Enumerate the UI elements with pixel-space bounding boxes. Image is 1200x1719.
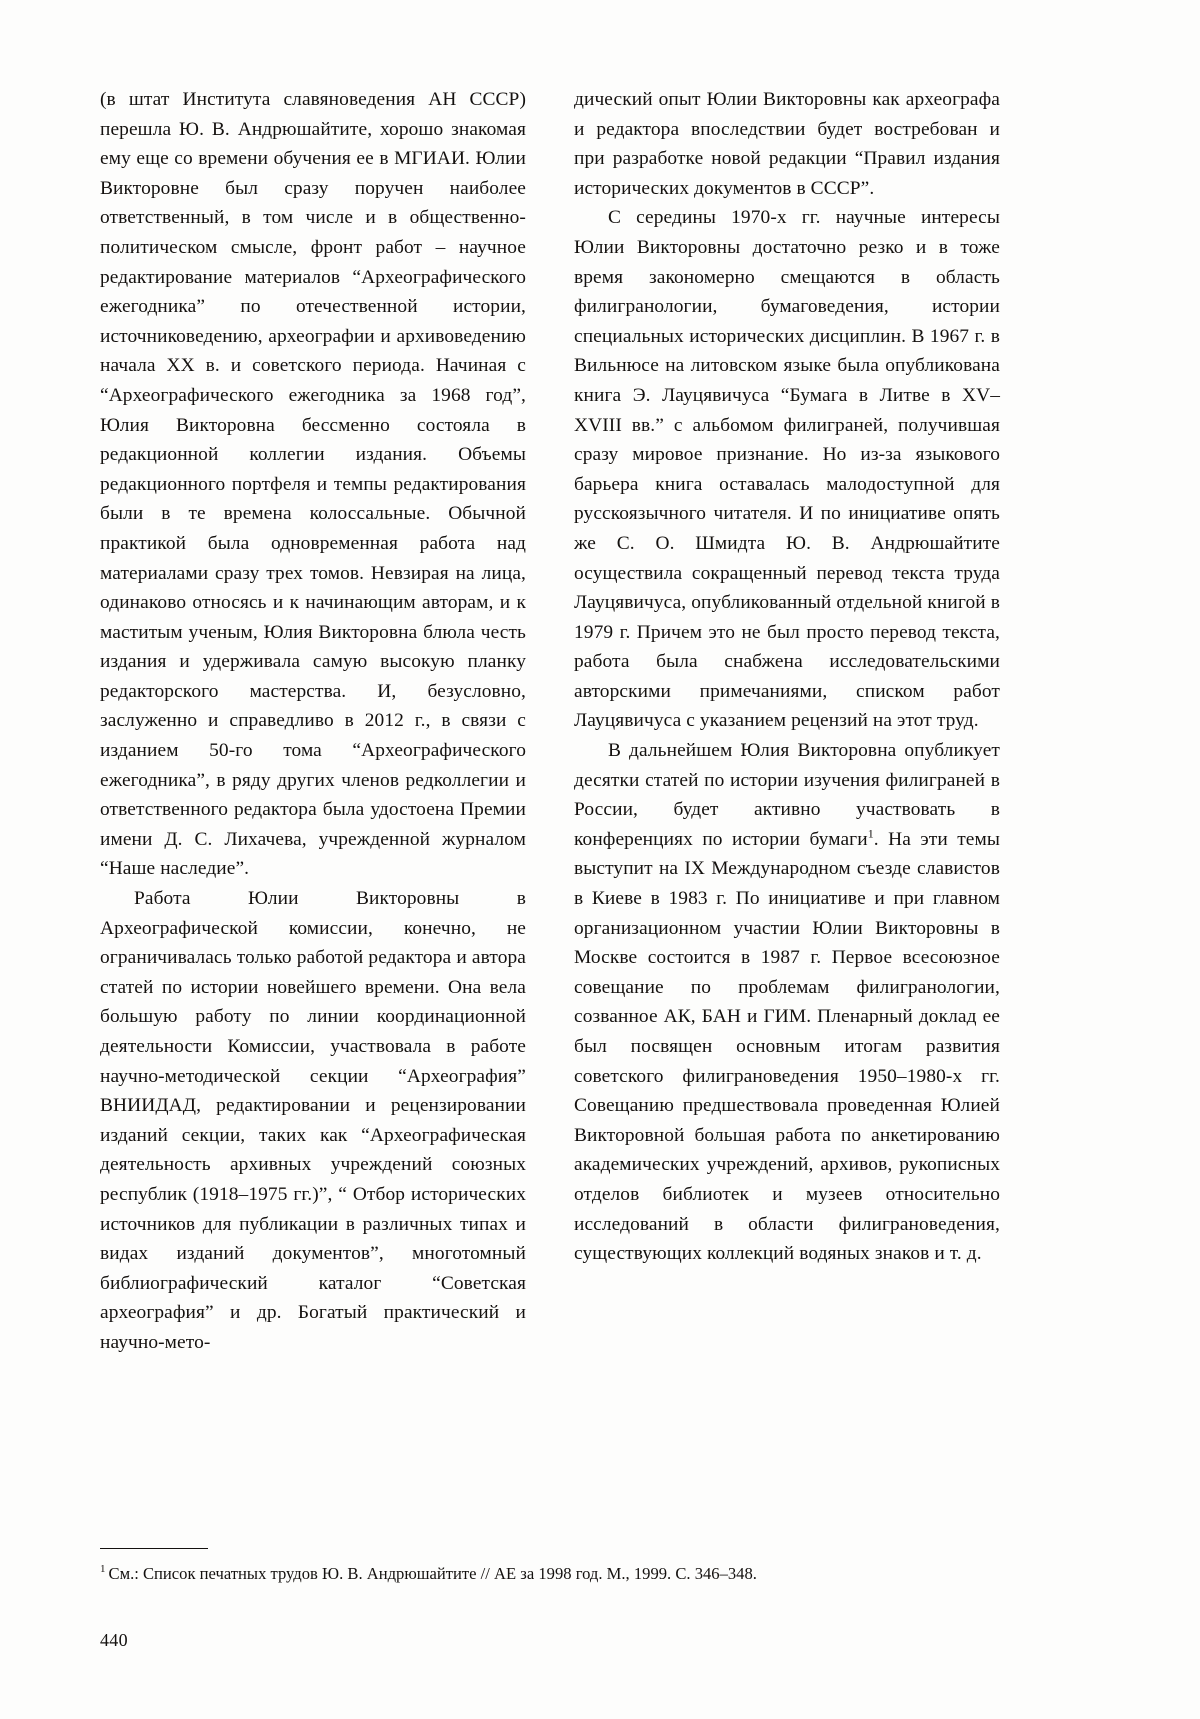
- page-number: 440: [100, 1630, 128, 1650]
- footnote-body: См.: Список печатных трудов Ю. В. Андрюшайтите // АЕ за 1998 год. М., 1999. С. 346–348.: [108, 1564, 757, 1583]
- footnote-area: [100, 1548, 1100, 1586]
- right-column: [574, 85, 1000, 1358]
- paragraph: (в штат Института славяноведения АН СССР) перешла Ю. В. Андрюшайтите, хорошо знакомая ему еще со времени обучения ее в МГИАИ. Юлии Викторовне был сразу поручен наиболее ответственный, в том числе и в общественно-политическом смысле, фронт работ – научное редактирование материалов “Археографического ежегодника” по отечественной истории, источниковедению, археографии и архивоведению начала XX в. и советского периода. Начиная с “Археографического ежегодника за 1968 год”, Юлия Викторовна бессменно состояла в редакционной коллегии издания. Объемы редакционного портфеля и темпы редактирования были в те времена колоссальные. Обычной практикой была одновременная работа над материалами сразу трех томов. Невзирая на лица, одинаково относясь и к начинающим авторам, и к маститым ученым, Юлия Викторовна блюла честь издания и удерживала самую высокую планку редакторского мастерства. И, безусловно, заслуженно и справедливо в 2012 г., в связи с изданием 50-го тома “Археографического ежегодника”, в ряду других членов редколлегии и ответственного редактора была удостоена Премии имени Д. С. Лихачева, учрежденной журналом “Наше наследие”.: [100, 89, 526, 880]
- paragraph: дический опыт Юлии Викторовны как археографа и редактора впоследствии будет востребован и при разработке новой редакции “Правил издания исторических документов в СССР”.: [574, 89, 1000, 199]
- paragraph-with-footnote-reference: [574, 736, 1000, 1269]
- paragraph-text-part-two: . На эти темы выступит на IX Международном съезде славистов в Киеве в 1983 г. По инициативе и при главном организационном участии Юлии Викторовны в Москве состоится в 1987 г. Первое всесоюзное совещание по проблемам филигранологии, созванное АК, БАН и ГИМ. Пленарный доклад ее был посвящен основным итогам развития советского филиграноведения 1950–1980-х гг. Совещанию предшествовала проведенная Юлией Викторовной большая работа по анкетированию академических учреждений, архивов, рукописных отделов библиотек и музеев относительно исследований в области филиграноведения, существующих коллекций водяных знаков и т. д.: [574, 828, 1001, 1265]
- paragraph: С середины 1970-х гг. научные интересы Юлии Викторовны достаточно резко и в тоже время закономерно смещаются в область филигранологии, бумаговедения, истории специальных исторических дисциплин. В 1967 г. в Вильнюсе на литовском языке была опубликована книга Э. Лауцявичуса “Бумага в Литве в XV–XVIII вв.” с альбомом филиграней, получившая сразу мировое признание. Но из-за языкового барьера книга оставалась малодоступной для русскоязычного читателя. И по инициативе опять же С. О. Шмидта Ю. В. Андрюшайтите осуществила сокращенный перевод текста труда Лауцявичуса, опубликованный отдельной книгой в 1979 г. Причем это не был просто перевод текста, работа была снабжена исследовательскими авторскими примечаниями, списком работ Лауцявичуса с указанием рецензий на этот труд.: [574, 207, 1000, 732]
- footnote-reference-marker[interactable]: 1: [867, 826, 874, 841]
- footnote-entry: [100, 1562, 1100, 1586]
- left-column: [100, 85, 526, 1358]
- paragraph-text-part-one: В дальнейшем Юлия Викторовна опубликует десятки статей по истории изучения филиграней в России, будет активно участвовать в конференциях по истории бумаги: [574, 740, 1000, 850]
- paragraph: Работа Юлии Викторовны в Археографической комиссии, конечно, не ограничивалась только работой редактора и автора статей по истории новейшего времени. Она вела большую работу по линии координационной деятельности Комиссии, участвовала в работе научно-методической секции “Археография” ВНИИДАД, редактировании и рецензировании изданий секции, таких как “Археографическая деятельность архивных учреждений союзных республик (1918–1975 гг.)”, “ Отбор исторических источников для публикации в различных типах и видах изданий документов”, многотомный библиографический каталог “Советская археография” и др. Богатый практический и научно-мето-: [100, 888, 526, 1353]
- page-body: [100, 85, 1100, 1358]
- footnote-separator-rule: [100, 1548, 208, 1549]
- footnote-number: 1: [100, 1563, 106, 1576]
